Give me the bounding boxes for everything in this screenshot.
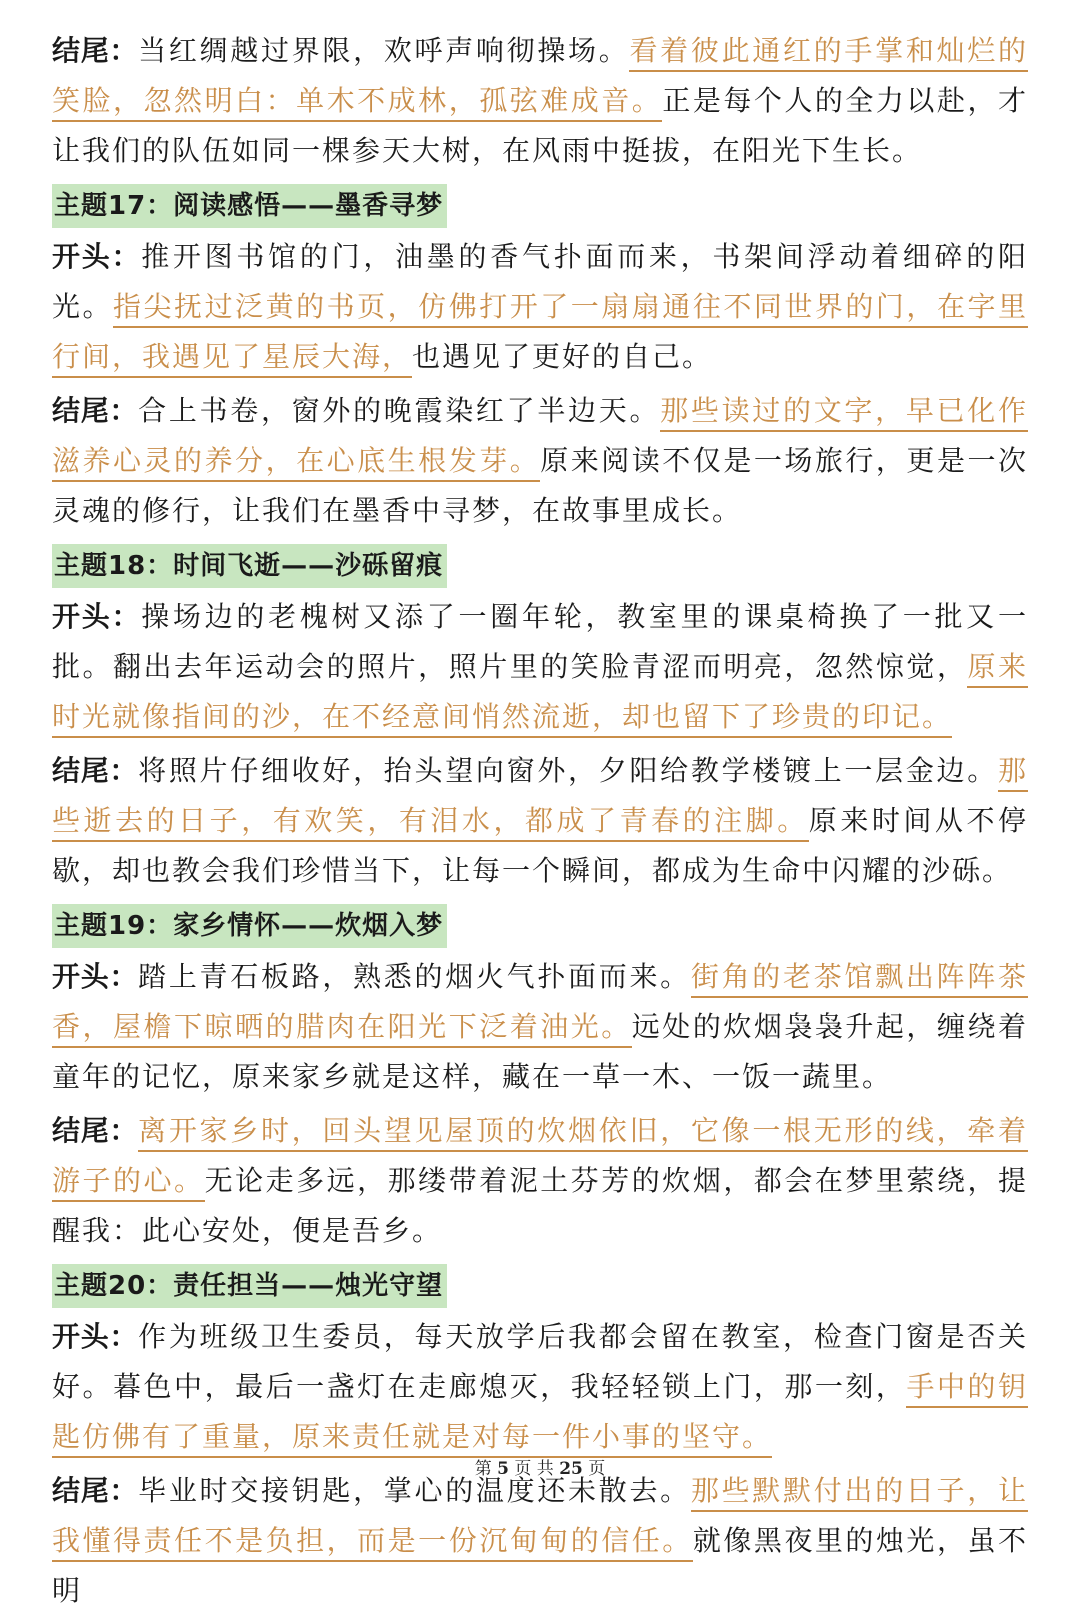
opening-text: 推开图书馆的门，油墨的香气扑面而来，书架间浮动着细碎的阳光。 xyxy=(52,240,1028,323)
ending-text: 就像黑夜里的烛光，虽不明 xyxy=(52,1524,1028,1607)
ending-text: 将照片仔细收好，抬头望向窗外，夕阳给教学楼镀上一层金边。 xyxy=(138,754,998,787)
paragraph-opening xyxy=(52,232,1028,382)
paragraph-ending xyxy=(52,386,1028,536)
opening-label: 开头： xyxy=(52,960,139,993)
opening-text: 操场边的老槐树又添了一圈年轮，教室里的课桌椅换了一批又一批。翻出去年运动会的照片，照片里的笑脸青涩而明亮，忽然惊觉， xyxy=(52,600,1028,683)
paragraph-opening xyxy=(52,1312,1028,1462)
theme-heading: 主题19：家乡情怀——炊烟入梦 xyxy=(52,904,447,948)
opening-text: 作为班级卫生委员，每天放学后我都会留在教室，检查门窗是否关好。暮色中，最后一盏灯在走廊熄灭，我轻轻锁上门，那一刻， xyxy=(52,1320,1028,1403)
theme-heading: 主题18：时间飞逝——沙砾留痕 xyxy=(52,544,447,588)
opening-highlight: 指尖抚过泛黄的书页，仿佛打开了一扇扇通往不同世界的门，在字里行间，我遇见了星辰大海， xyxy=(52,290,1028,378)
paragraph-ending xyxy=(52,1106,1028,1256)
paragraph-opening xyxy=(52,952,1028,1102)
footer-prefix: 第 xyxy=(474,1459,492,1479)
ending-text: 合上书卷，窗外的晚霞染红了半边天。 xyxy=(138,394,661,427)
paragraph-ending xyxy=(52,1466,1028,1616)
ending-text: 当红绸越过界限，欢呼声响彻操场。 xyxy=(138,34,630,67)
opening-label: 开头： xyxy=(52,600,142,633)
page-footer xyxy=(0,1454,1080,1479)
ending-text: 正是每个人的全力以赴，才让我们的队伍如同一棵参天大树，在风雨中挺拔，在阳光下生长。 xyxy=(52,84,1028,167)
paragraph-ending xyxy=(52,746,1028,896)
footer-suffix: 页 xyxy=(588,1459,606,1479)
ending-text: 原来时间从不停歇，却也教会我们珍惜当下，让每一个瞬间，都成为生命中闪耀的沙砾。 xyxy=(52,804,1028,887)
opening-label: 开头： xyxy=(52,1320,139,1353)
ending-highlight: 看着彼此通红的手掌和灿烂的笑脸，忽然明白：单木不成林，孤弦难成音。 xyxy=(52,34,1028,122)
ending-highlight: 那些逝去的日子，有欢笑，有泪水，都成了青春的注脚。 xyxy=(52,754,1028,842)
ending-label: 结尾： xyxy=(52,34,139,67)
footer-mid: 页 共 xyxy=(514,1459,554,1479)
opening-label: 开头： xyxy=(52,240,142,273)
ending-text: 原来阅读不仅是一场旅行，更是一次灵魂的修行，让我们在墨香中寻梦，在故事里成长。 xyxy=(52,444,1028,527)
ending-text: 无论走多远，那缕带着泥土芬芳的炊烟，都会在梦里萦绕，提醒我：此心安处，便是吾乡。 xyxy=(52,1164,1028,1247)
ending-highlight: 那些默默付出的日子，让我懂得责任不是负担，而是一份沉甸甸的信任。 xyxy=(52,1474,1028,1562)
opening-text: 踏上青石板路，熟悉的烟火气扑面而来。 xyxy=(138,960,691,993)
opening-text: 远处的炊烟袅袅升起，缠绕着童年的记忆，原来家乡就是这样，藏在一草一木、一饭一蔬里。 xyxy=(52,1010,1028,1093)
paragraph-ending-intro xyxy=(52,26,1028,176)
opening-highlight: 手中的钥匙仿佛有了重量，原来责任就是对每一件小事的坚守。 xyxy=(52,1370,1028,1458)
paragraph-opening xyxy=(52,592,1028,742)
opening-highlight: 原来时光就像指间的沙，在不经意间悄然流逝，却也留下了珍贵的印记。 xyxy=(52,650,1028,738)
opening-text: 也遇见了更好的自己。 xyxy=(412,340,713,373)
footer-total-pages: 25 xyxy=(559,1459,583,1479)
theme-heading: 主题20：责任担当——烛光守望 xyxy=(52,1264,447,1308)
ending-label: 结尾： xyxy=(52,754,139,787)
ending-text: 毕业时交接钥匙，掌心的温度还未散去。 xyxy=(138,1474,691,1507)
footer-page-number: 5 xyxy=(497,1459,509,1479)
opening-highlight: 街角的老茶馆飘出阵阵茶香，屋檐下晾晒的腊肉在阳光下泛着油光。 xyxy=(52,960,1028,1048)
ending-highlight: 离开家乡时，回头望见屋顶的炊烟依旧，它像一根无形的线，牵着游子的心。 xyxy=(52,1114,1028,1202)
theme-heading: 主题17：阅读感悟——墨香寻梦 xyxy=(52,184,447,228)
ending-label: 结尾： xyxy=(52,1114,139,1147)
ending-highlight: 那些读过的文字，早已化作滋养心灵的养分，在心底生根发芽。 xyxy=(52,394,1028,482)
ending-label: 结尾： xyxy=(52,1474,139,1507)
ending-label: 结尾： xyxy=(52,394,139,427)
